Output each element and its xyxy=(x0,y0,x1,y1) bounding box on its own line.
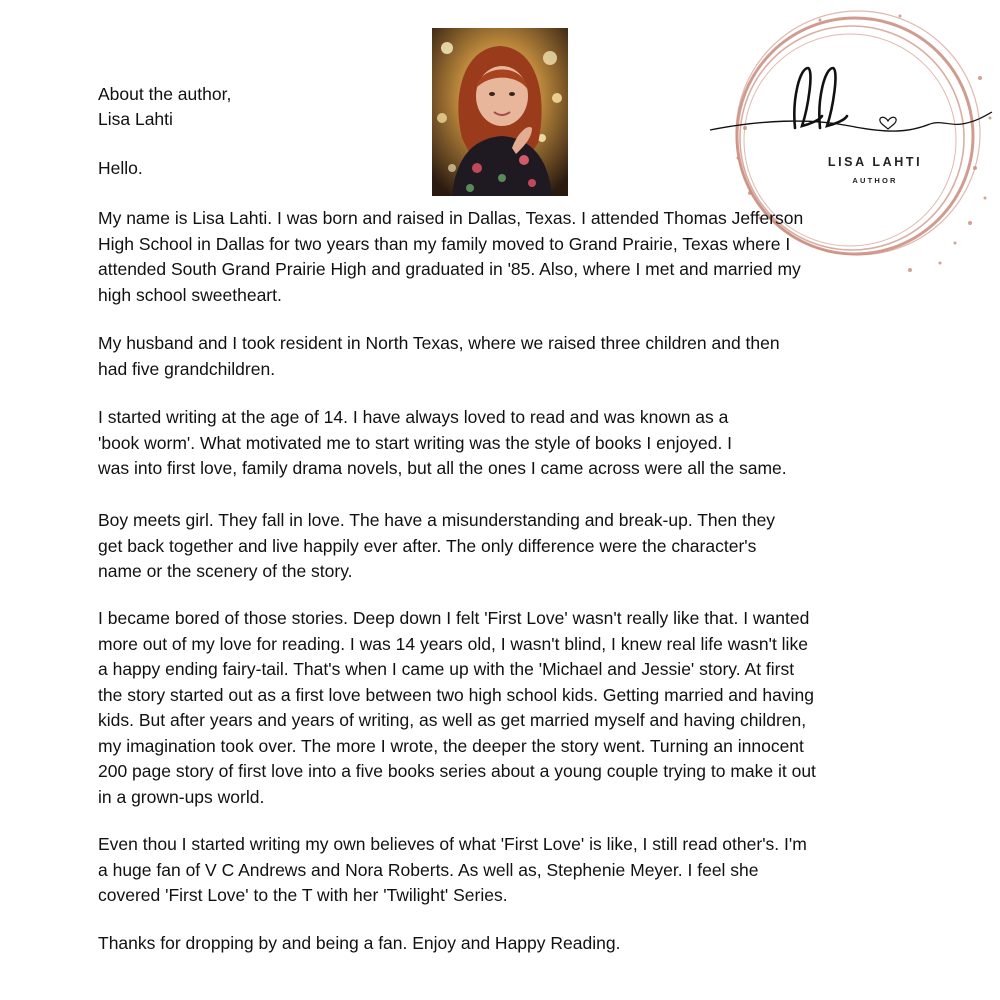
paragraph-writing-start xyxy=(98,405,898,482)
text-line: my imagination took over. The more I wrote, the deeper the story went. Turning an innocent xyxy=(98,735,804,756)
heading-author-name: Lisa Lahti xyxy=(98,109,173,129)
text-line: name or the scenery of the story. xyxy=(98,561,353,581)
text-line: High School in Dallas for two years than my family moved to Grand Prairie, Texas where I xyxy=(98,233,791,254)
paragraph-favorite-authors xyxy=(98,832,898,909)
text-line: get back together and live happily ever after. The only difference were the character's xyxy=(98,535,757,556)
text-line: kids. But after years and years of writing, as well as get married myself and having children, xyxy=(98,710,807,730)
text-line: I became bored of those stories. Deep down I felt 'First Love' wasn't really like that. I wanted xyxy=(98,608,810,628)
heading-title: About the author, xyxy=(98,84,232,104)
text-line: high school sweetheart. xyxy=(98,284,282,305)
paragraph-background xyxy=(98,206,898,308)
text-line: more out of my love for reading. I was 14 years old, I wasn't blind, I knew real life wasn't like xyxy=(98,633,808,654)
text-line: the story started out as a first love between two high school kids. Getting married and having xyxy=(98,684,814,705)
text-line: My husband and I took resident in North Texas, where we raised three children and then xyxy=(98,333,780,353)
text-line: a happy ending fairy-tail. That's when I came up with the 'Michael and Jessie' story. At first xyxy=(98,659,795,679)
text-line: Thanks for dropping by and being a fan. Enjoy and Happy Reading. xyxy=(98,933,621,953)
text-line: My name is Lisa Lahti. I was born and raised in Dallas, Texas. I attended Thomas Jefferson xyxy=(98,208,804,228)
logo-name: LISA LAHTI xyxy=(827,155,923,169)
paragraph-michael-and-jessie xyxy=(98,606,898,810)
paragraph-family xyxy=(98,331,898,382)
text-line: attended South Grand Prairie High and graduated in '85. Also, where I met and married my xyxy=(98,259,801,279)
text-line: in a grown-ups world. xyxy=(98,786,265,807)
logo-subtitle: AUTHOR xyxy=(852,176,898,185)
text-line: 200 page story of first love into a five books series about a young couple trying to make it out xyxy=(98,761,816,781)
page-heading xyxy=(98,82,231,132)
text-line: covered 'First Love' to the T with her 'Twilight' Series. xyxy=(98,885,508,905)
text-line: Even thou I started writing my own believes of what 'First Love' is like, I still read other's. I'm xyxy=(98,834,807,854)
text-line: I started writing at the age of 14. I have always loved to read and was known as a xyxy=(98,407,729,427)
text-line: 'book worm'. What motivated me to start writing was the style of books I enjoyed. I xyxy=(98,432,733,453)
text-line: Boy meets girl. They fall in love. The have a misunderstanding and break-up. Then they xyxy=(98,510,776,530)
paragraph-boy-meets-girl xyxy=(98,508,898,585)
text-line: a huge fan of V C Andrews and Nora Roberts. As well as, Stephenie Meyer. I feel she xyxy=(98,859,759,880)
greeting: Hello. xyxy=(98,158,143,178)
text-line: had five grandchildren. xyxy=(98,358,276,379)
text-line: was into first love, family drama novels, but all the ones I came across were all the same. xyxy=(98,458,787,478)
paragraph-closing xyxy=(98,931,898,957)
